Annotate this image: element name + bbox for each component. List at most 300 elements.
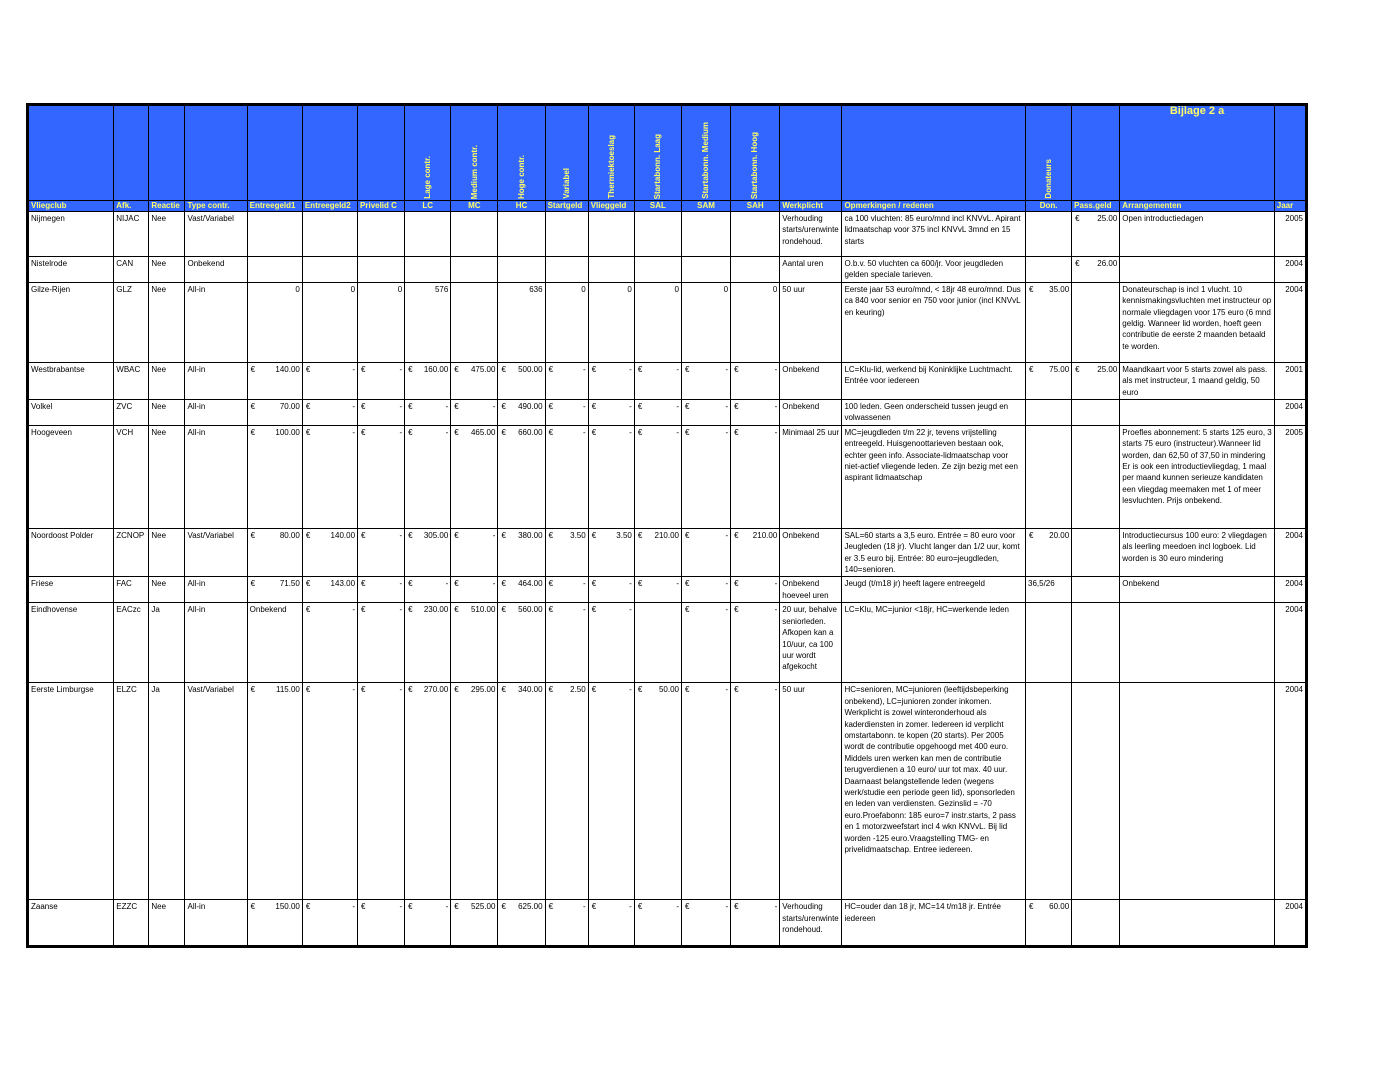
- cell-type: All-in: [185, 282, 247, 362]
- header-type: Type contr.: [185, 201, 247, 212]
- cell-vlieggeld: [588, 900, 634, 946]
- cell-value: 475.00: [470, 364, 496, 374]
- cell-don: [1026, 400, 1072, 426]
- header-don: Don.: [1026, 201, 1072, 212]
- cell-value: 160.00: [423, 364, 449, 374]
- cell-privelid: [358, 528, 405, 577]
- currency-symbol: €: [734, 579, 739, 589]
- cell-club: Westbrabantse: [29, 362, 114, 399]
- cell-passgeld: [1072, 683, 1120, 900]
- currency-symbol: €: [591, 605, 597, 615]
- cell-lc: [405, 603, 451, 683]
- cell-reactie: Nee: [149, 425, 185, 528]
- cell-opmerkingen: HC=ouder dan 18 jr, MC=14 t/m18 jr. Entrée iedereen: [842, 900, 1026, 946]
- cell-value: 100.00: [275, 427, 300, 437]
- cell-sah: [731, 257, 780, 283]
- cell-lc: [405, 362, 451, 399]
- cell-value: 625.00: [518, 902, 543, 912]
- cell-value: 50.00: [658, 685, 679, 695]
- cell-value: -: [676, 402, 679, 412]
- cell-sal: [634, 362, 681, 399]
- cell-value: -: [445, 402, 449, 412]
- cell-arrangementen: [1120, 603, 1274, 683]
- cell-value: 660.00: [518, 427, 543, 437]
- cell-value: 490.00: [518, 402, 543, 412]
- cell-lc: 576: [405, 282, 451, 362]
- cell-jaar: 2004: [1274, 683, 1305, 900]
- cell-don: [1026, 257, 1072, 283]
- cell-value: -: [583, 402, 586, 412]
- cell-entree1: [247, 400, 302, 426]
- header-sal: SAL: [634, 201, 681, 212]
- currency-symbol: €: [734, 402, 739, 412]
- cell-werkplicht: Aantal uren: [780, 257, 842, 283]
- currency-symbol: €: [361, 530, 366, 540]
- cell-value: -: [676, 364, 679, 374]
- cell-sal: [634, 212, 681, 257]
- cell-value: 80.00: [279, 530, 300, 540]
- cell-mc: [451, 577, 498, 603]
- cell-werkplicht: Onbekend hoeveel uren: [780, 577, 842, 603]
- cell-entree2: [302, 400, 357, 426]
- cell-sah: [731, 212, 780, 257]
- cell-afk: FAC: [114, 577, 149, 603]
- cell-value: -: [352, 605, 356, 615]
- cell-afk: NIJAC: [114, 212, 149, 257]
- currency-symbol: €: [501, 579, 506, 589]
- currency-symbol: €: [408, 364, 413, 374]
- cell-sah: [731, 528, 780, 577]
- cell-value: -: [725, 579, 729, 589]
- currency-symbol: €: [361, 364, 366, 374]
- cell-value: 75.00: [1049, 364, 1070, 374]
- cell-werkplicht: Verhouding starts/urenwinterondehoud.: [780, 212, 842, 257]
- cell-don: [1026, 362, 1072, 399]
- cell-reactie: Nee: [149, 362, 185, 399]
- header-sam: SAM: [681, 201, 730, 212]
- cell-mc: [451, 900, 498, 946]
- currency-symbol: €: [305, 579, 311, 589]
- cell-hc: [498, 362, 545, 399]
- cell-value: -: [399, 364, 403, 374]
- currency-symbol: €: [684, 364, 690, 374]
- header-arrangementen: Arrangementen: [1120, 201, 1274, 212]
- cell-privelid: 0: [358, 282, 405, 362]
- club-fees-table: [28, 105, 1306, 946]
- cell-sal: [634, 528, 681, 577]
- cell-sam: [681, 528, 730, 577]
- cell-hc: 636: [498, 282, 545, 362]
- header-sal-top: Startabonn. Laag: [634, 106, 681, 201]
- cell-jaar: 2004: [1274, 528, 1305, 577]
- currency-symbol: €: [454, 427, 459, 437]
- header-startgeld: Startgeld: [545, 201, 588, 212]
- cell-arrangementen: Proefles abonnement: 5 starts 125 euro, 3 starts 75 euro (instructeur).Wanneer lid worden, dan 62,50 of 37,50 in mindering Er is ook een introductievliegdag, 1 maal per maand kunnen serieuze kandidaten een vliegdag meemaken met 1 of meer lesvluchten. Prijs onbekend.: [1120, 425, 1274, 528]
- cell-afk: VCH: [114, 425, 149, 528]
- currency-symbol: €: [591, 402, 597, 412]
- cell-mc: [451, 683, 498, 900]
- currency-symbol: €: [408, 530, 413, 540]
- table-row: [29, 257, 1306, 283]
- currency-symbol: €: [501, 402, 506, 412]
- cell-lc: [405, 683, 451, 900]
- cell-value: -: [774, 685, 778, 695]
- cell-hc: [498, 425, 545, 528]
- currency-symbol: €: [637, 530, 643, 540]
- cell-arrangementen: [1120, 900, 1274, 946]
- currency-symbol: €: [591, 579, 597, 589]
- cell-don: [1026, 425, 1072, 528]
- cell-jaar: 2004: [1274, 257, 1305, 283]
- currency-symbol: €: [734, 530, 739, 540]
- table-row: [29, 683, 1306, 900]
- cell-vlieggeld: [588, 683, 634, 900]
- currency-symbol: €: [408, 579, 413, 589]
- currency-symbol: €: [501, 605, 506, 615]
- cell-sah: [731, 425, 780, 528]
- cell-value: 210.00: [654, 530, 679, 540]
- currency-symbol: €: [361, 685, 366, 695]
- cell-entree1: 0: [247, 282, 302, 362]
- cell-value: -: [445, 427, 449, 437]
- cell-type: Vast/Variabel: [185, 683, 247, 900]
- header-reactie: Reactie: [149, 201, 185, 212]
- currency-symbol: €: [1075, 364, 1080, 374]
- cell-value: 143.00: [330, 579, 356, 589]
- cell-mc: [451, 212, 498, 257]
- cell-value: -: [352, 364, 356, 374]
- cell-lc: [405, 257, 451, 283]
- header-thermiek-top: Thermiektoeslag: [588, 106, 634, 201]
- cell-don: [1026, 683, 1072, 900]
- cell-arrangementen: Donateurschap is incl 1 vlucht. 10 kennismakingsvluchten met instructeur op normale vliegdagen voor 175 euro (6 mnd geldig. Wanneer lid worden, hoeft geen contributie de eerste 2 maanden betaald te worden.: [1120, 282, 1274, 362]
- table-row: [29, 400, 1306, 426]
- cell-value: -: [399, 685, 403, 695]
- currency-symbol: €: [501, 427, 506, 437]
- currency-symbol: €: [454, 902, 459, 912]
- cell-sal: [634, 900, 681, 946]
- cell-type: All-in: [185, 362, 247, 399]
- currency-symbol: €: [684, 402, 690, 412]
- currency-symbol: €: [454, 530, 459, 540]
- cell-value: -: [352, 427, 356, 437]
- cell-privelid: [358, 362, 405, 399]
- cell-value: -: [774, 605, 778, 615]
- cell-sam: [681, 603, 730, 683]
- cell-value: 464.00: [518, 579, 543, 589]
- cell-hc: [498, 603, 545, 683]
- cell-entree2: [302, 577, 357, 603]
- cell-sam: [681, 683, 730, 900]
- cell-value: -: [445, 902, 449, 912]
- header-row: [29, 201, 1306, 212]
- cell-value: -: [492, 579, 496, 589]
- cell-reactie: Ja: [149, 683, 185, 900]
- cell-startgeld: [545, 683, 588, 900]
- cell-arrangementen: Onbekend: [1120, 577, 1274, 603]
- table-row: [29, 900, 1306, 946]
- cell-startgeld: [545, 400, 588, 426]
- currency-symbol: €: [305, 402, 311, 412]
- cell-opmerkingen: SAL=60 starts a 3,5 euro. Entrée = 80 euro voor Jeugleden (18 jr). Vlucht langer dan 1/2 uur, komt er 3.5 euro bij. Entrée: 80 euro=jeugdleden, 140=senioren.: [842, 528, 1026, 577]
- cell-hc: [498, 400, 545, 426]
- cell-vlieggeld: [588, 603, 634, 683]
- cell-value: -: [629, 685, 632, 695]
- cell-value: -: [725, 530, 729, 540]
- cell-club: Noordoost Polder: [29, 528, 114, 577]
- currency-symbol: €: [1029, 530, 1034, 540]
- currency-symbol: €: [361, 402, 366, 412]
- currency-symbol: €: [454, 364, 459, 374]
- header-sam-top: Startabonn. Medium: [681, 106, 730, 201]
- currency-symbol: €: [734, 685, 739, 695]
- cell-startgeld: [545, 603, 588, 683]
- cell-sam: [681, 212, 730, 257]
- cell-hc: [498, 257, 545, 283]
- cell-hc: [498, 577, 545, 603]
- cell-hc: [498, 528, 545, 577]
- cell-don: [1026, 212, 1072, 257]
- cell-value: -: [629, 605, 632, 615]
- cell-sal: [634, 577, 681, 603]
- cell-entree2: [302, 683, 357, 900]
- currency-symbol: €: [637, 902, 643, 912]
- cell-opmerkingen: 100 leden. Geen onderscheid tussen jeugd en volwassenen: [842, 400, 1026, 426]
- cell-type: All-in: [185, 577, 247, 603]
- currency-symbol: €: [1075, 214, 1080, 223]
- cell-reactie: Nee: [149, 528, 185, 577]
- cell-club: Zaanse: [29, 900, 114, 946]
- cell-reactie: Nee: [149, 212, 185, 257]
- table-row: [29, 212, 1306, 257]
- cell-afk: ZCNOP: [114, 528, 149, 577]
- cell-arrangementen: [1120, 683, 1274, 900]
- cell-club: Nistelrode: [29, 257, 114, 283]
- cell-value: -: [725, 685, 729, 695]
- cell-value: 465.00: [470, 427, 496, 437]
- cell-sal: 0: [634, 282, 681, 362]
- currency-symbol: €: [734, 902, 739, 912]
- header-jaar: Jaar: [1274, 201, 1305, 212]
- cell-value: 25.00: [1097, 364, 1118, 374]
- currency-symbol: €: [305, 530, 311, 540]
- cell-vlieggeld: [588, 400, 634, 426]
- cell-opmerkingen: ca 100 vluchten: 85 euro/mnd incl KNVvL. Apirant lidmaatschap voor 375 incl KNVvL 3mnd en 15 starts: [842, 212, 1026, 257]
- cell-jaar: 2005: [1274, 212, 1305, 257]
- header-opmerkingen: Opmerkingen / redenen: [842, 201, 1026, 212]
- currency-symbol: €: [250, 427, 256, 437]
- header-privelid: Privelid C: [358, 201, 405, 212]
- cell-value: 510.00: [470, 605, 496, 615]
- cell-value: -: [399, 605, 403, 615]
- cell-opmerkingen: LC=Klu-lid, werkend bij Koninklijke Luchtmacht. Entrée voor iedereen: [842, 362, 1026, 399]
- cell-entree2: [302, 257, 357, 283]
- cell-mc: [451, 400, 498, 426]
- cell-opmerkingen: Jeugd (t/m18 jr) heeft lagere entreegeld: [842, 577, 1026, 603]
- currency-symbol: €: [361, 579, 366, 589]
- currency-symbol: €: [501, 364, 506, 374]
- cell-value: -: [629, 402, 632, 412]
- cell-arrangementen: [1120, 257, 1274, 283]
- cell-value: 3.50: [616, 530, 632, 540]
- cell-value: 115.00: [275, 685, 300, 695]
- cell-sam: 0: [681, 282, 730, 362]
- currency-symbol: €: [684, 685, 690, 695]
- cell-startgeld: [545, 577, 588, 603]
- header-lc: LC: [405, 201, 451, 212]
- cell-value: -: [583, 605, 586, 615]
- cell-vlieggeld: [588, 577, 634, 603]
- cell-reactie: Nee: [149, 400, 185, 426]
- currency-symbol: €: [361, 427, 366, 437]
- cell-passgeld: [1072, 900, 1120, 946]
- cell-passgeld: [1072, 425, 1120, 528]
- cell-entree1: [247, 528, 302, 577]
- cell-vlieggeld: [588, 362, 634, 399]
- currency-symbol: €: [734, 427, 739, 437]
- cell-value: -: [774, 902, 778, 912]
- cell-reactie: Ja: [149, 603, 185, 683]
- header-mc-top: Medium contr.: [451, 106, 498, 201]
- currency-symbol: €: [250, 685, 256, 695]
- currency-symbol: €: [250, 530, 256, 540]
- cell-value: 500.00: [518, 364, 543, 374]
- cell-sam: [681, 425, 730, 528]
- cell-jaar: 2005: [1274, 425, 1305, 528]
- cell-arrangementen: Introductiecursus 100 euro: 2 vliegdagen als leerling meedoen incl logboek. Lid worden is 30 euro mindering: [1120, 528, 1274, 577]
- cell-opmerkingen: MC=jeugdleden t/m 22 jr, tevens vrijstelling entreegeld. Huisgenoottarieven bestaan ook, echter geen info. Associate-lidmaatschap voor niet-actief vliegende leden. Ze zijn bezig met een aspirant lidmaatschap: [842, 425, 1026, 528]
- cell-startgeld: [545, 425, 588, 528]
- currency-symbol: €: [408, 685, 413, 695]
- cell-entree2: [302, 212, 357, 257]
- cell-vlieggeld: [588, 257, 634, 283]
- cell-value: 20.00: [1049, 530, 1070, 540]
- table-row: [29, 528, 1306, 577]
- cell-value: -: [399, 902, 403, 912]
- currency-symbol: €: [637, 427, 643, 437]
- cell-value: -: [725, 605, 729, 615]
- currency-symbol: €: [1029, 364, 1034, 374]
- cell-lc: [405, 425, 451, 528]
- currency-symbol: €: [548, 902, 554, 912]
- cell-don: [1026, 528, 1072, 577]
- currency-symbol: €: [684, 530, 690, 540]
- cell-startgeld: [545, 257, 588, 283]
- cell-sah: [731, 400, 780, 426]
- currency-symbol: €: [250, 402, 256, 412]
- cell-sal: [634, 400, 681, 426]
- cell-entree1: [247, 425, 302, 528]
- cell-startgeld: [545, 362, 588, 399]
- cell-passgeld: [1072, 362, 1120, 399]
- cell-value: -: [676, 427, 679, 437]
- cell-startgeld: [545, 212, 588, 257]
- currency-symbol: €: [548, 530, 554, 540]
- cell-sal: [634, 425, 681, 528]
- currency-symbol: €: [637, 402, 643, 412]
- currency-symbol: €: [305, 605, 311, 615]
- cell-value: 560.00: [518, 605, 543, 615]
- currency-symbol: €: [548, 685, 554, 695]
- cell-arrangementen: Maandkaart voor 5 starts zowel als pass. als met instructeur, 1 maand geldig, 50 euro: [1120, 362, 1274, 399]
- cell-privelid: [358, 577, 405, 603]
- cell-don: [1026, 900, 1072, 946]
- cell-passgeld: [1072, 528, 1120, 577]
- currency-symbol: €: [305, 427, 311, 437]
- currency-symbol: €: [548, 605, 554, 615]
- cell-value: -: [774, 579, 778, 589]
- currency-symbol: €: [305, 685, 311, 695]
- currency-symbol: €: [501, 685, 506, 695]
- header-lc-top: Lage contr.: [405, 106, 451, 201]
- header-werkplicht: Werkplicht: [780, 201, 842, 212]
- currency-symbol: €: [361, 605, 366, 615]
- cell-value: -: [774, 364, 778, 374]
- cell-club: Volkel: [29, 400, 114, 426]
- cell-startgeld: 0: [545, 282, 588, 362]
- cell-value: 150.00: [275, 902, 300, 912]
- cell-afk: EZZC: [114, 900, 149, 946]
- cell-passgeld: [1072, 212, 1120, 257]
- cell-werkplicht: 20 uur, behalve seniorleden. Afkopen kan a 10/uur, ca 100 uur wordt afgekocht: [780, 603, 842, 683]
- cell-value: -: [774, 427, 778, 437]
- currency-symbol: €: [684, 579, 690, 589]
- cell-lc: [405, 212, 451, 257]
- currency-symbol: €: [1075, 259, 1080, 268]
- cell-afk: EACzc: [114, 603, 149, 683]
- cell-value: -: [352, 402, 356, 412]
- table-row: [29, 282, 1306, 362]
- cell-value: 26.00: [1097, 259, 1118, 268]
- cell-value: -: [629, 902, 632, 912]
- cell-type: Onbekend: [185, 257, 247, 283]
- currency-symbol: €: [408, 605, 413, 615]
- cell-value: -: [445, 579, 449, 589]
- cell-jaar: 2001: [1274, 362, 1305, 399]
- currency-symbol: €: [454, 579, 459, 589]
- cell-passgeld: [1072, 603, 1120, 683]
- header-entree1: Entreegeld1: [247, 201, 302, 212]
- cell-value: 305.00: [423, 530, 449, 540]
- cell-privelid: [358, 400, 405, 426]
- cell-privelid: [358, 900, 405, 946]
- cell-startgeld: [545, 528, 588, 577]
- cell-mc: [451, 257, 498, 283]
- cell-entree1: [247, 257, 302, 283]
- cell-club: Nijmegen: [29, 212, 114, 257]
- cell-werkplicht: Onbekend: [780, 400, 842, 426]
- cell-don: [1026, 282, 1072, 362]
- cell-value: -: [583, 427, 586, 437]
- cell-club: Friese: [29, 577, 114, 603]
- cell-passgeld: [1072, 400, 1120, 426]
- cell-value: -: [629, 427, 632, 437]
- cell-value: -: [725, 427, 729, 437]
- table-row: [29, 603, 1306, 683]
- cell-passgeld: [1072, 577, 1120, 603]
- cell-value: -: [399, 427, 403, 437]
- header-vlieggeld: Vlieggeld: [588, 201, 634, 212]
- cell-value: 270.00: [423, 685, 449, 695]
- cell-sam: [681, 400, 730, 426]
- currency-symbol: €: [637, 579, 643, 589]
- table-body: [29, 212, 1306, 946]
- cell-jaar: 2004: [1274, 282, 1305, 362]
- cell-value: -: [352, 685, 356, 695]
- cell-type: All-in: [185, 400, 247, 426]
- cell-don: [1026, 603, 1072, 683]
- cell-value: 230.00: [423, 605, 449, 615]
